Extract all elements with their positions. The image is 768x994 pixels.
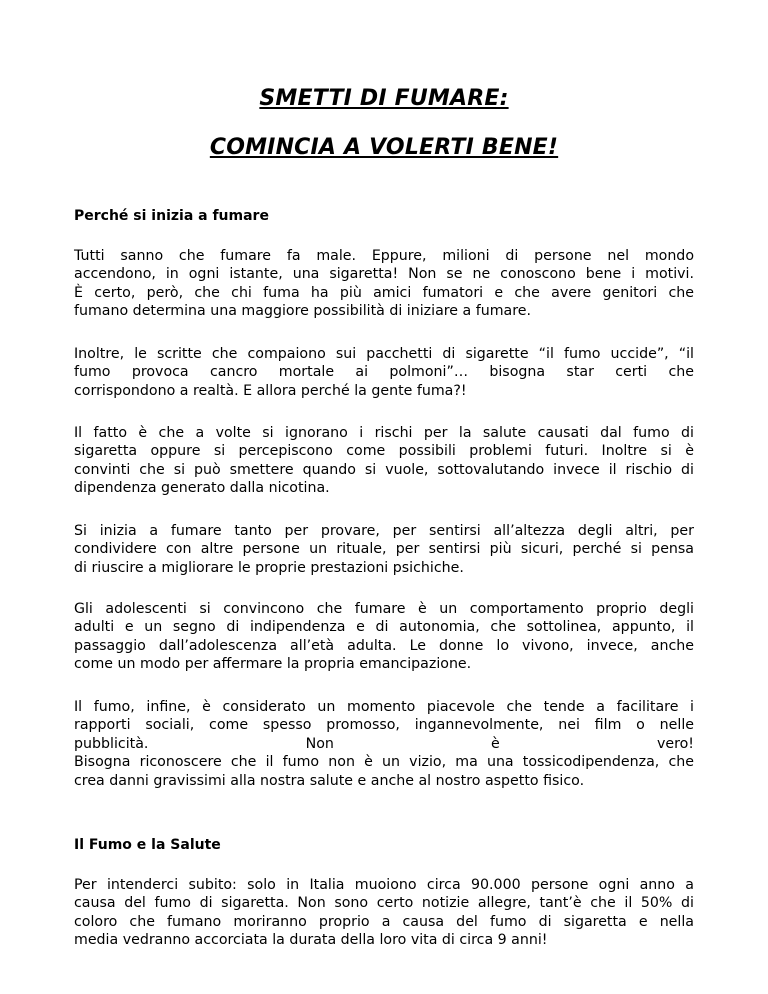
paragraph-line-spread [74, 735, 694, 753]
paragraph-line: fumano determina una maggiore possibilità di iniziare a fumare. [74, 303, 531, 320]
paragraph-line: fumo provoca cancro mortale ai polmoni”… bisogna star certi che [74, 364, 694, 381]
paragraph-line: come un modo per affermare la propria emancipazione. [74, 656, 472, 673]
word: Non [305, 735, 334, 752]
paragraph-line: È certo, però, che chi fuma ha più amici fumatori e che avere genitori che [74, 284, 694, 301]
paragraph-line: convinti che si può smettere quando si vuole, sottovalutando invece il rischio di [74, 461, 694, 478]
paragraph-line: coloro che fumano moriranno proprio a causa del fumo di sigaretta e nella [74, 913, 694, 930]
word: vero! [656, 735, 694, 752]
paragraph-line: dipendenza generato dalla nicotina. [74, 480, 330, 497]
paragraph-line: adulti e un segno di indipendenza e di autonomia, che sottolinea, appunto, il [74, 619, 694, 636]
paragraph-line: rapporti sociali, come spesso promosso, ingannevolmente, nei film o nelle [74, 717, 694, 734]
paragraph-line: Gli adolescenti si convincono che fumare è un comportamento proprio degli [74, 601, 694, 617]
paragraph-4 [74, 522, 694, 577]
title-line-2: COMINCIA A VOLERTI BENE! [209, 135, 559, 160]
paragraph-line: Il fatto è che a volte si ignorano i rischi per la salute causati dal fumo di [74, 425, 694, 441]
paragraph-line: accendono, in ogni istante, una sigaretta! Non se ne conoscono bene i motivi. [74, 266, 694, 283]
paragraph-line: condividere con altre persone un rituale, per sentirsi più sicuri, perché si pensa [74, 541, 694, 558]
paragraph-line: causa del fumo di sigaretta. Non sono certo notizie allegre, tant’è che il 50% di [74, 895, 694, 912]
paragraph-6 [74, 698, 694, 790]
section-heading-why-start: Perché si inizia a fumare [74, 208, 269, 224]
paragraph-5 [74, 600, 694, 674]
paragraph-3 [74, 424, 694, 498]
paragraph-line: media vedranno accorciata la durata della loro vita di circa 9 anni! [74, 932, 548, 949]
paragraph-line: Inoltre, le scritte che compaiono sui pacchetti di sigarette “il fumo uccide”, “il [74, 346, 694, 362]
paragraph-line: Per intenderci subito: solo in Italia muoiono circa 90.000 persone ogni anno a [74, 877, 694, 893]
word: è [491, 735, 500, 752]
paragraph-line: Si inizia a fumare tanto per provare, per sentirsi all’altezza degli altri, per [74, 523, 694, 539]
paragraph-2 [74, 345, 694, 400]
title-line-1: SMETTI DI FUMARE: [259, 86, 509, 111]
section-heading-smoke-health: Il Fumo e la Salute [74, 837, 221, 853]
paragraph-line: passaggio dall’adolescenza all’età adulta. Le donne lo vivono, invece, anche [74, 637, 694, 654]
paragraph-line: di riuscire a migliorare le proprie prestazioni psichiche. [74, 559, 464, 576]
paragraph-line: Tutti sanno che fumare fa male. Eppure, milioni di persone nel mondo [74, 248, 694, 264]
word: pubblicità. [74, 735, 149, 752]
paragraph-line: sigaretta oppure si percepiscono come possibili problemi futuri. Inoltre si è [74, 443, 694, 460]
paragraph-1 [74, 247, 694, 321]
paragraph-line: Bisogna riconoscere che il fumo non è un vizio, ma una tossicodipendenza, che [74, 754, 694, 771]
paragraph-7 [74, 876, 694, 950]
paragraph-line: crea danni gravissimi alla nostra salute e anche al nostro aspetto fisico. [74, 772, 585, 789]
paragraph-line: Il fumo, infine, è considerato un momento piacevole che tende a facilitare i [74, 699, 694, 715]
paragraph-line: corrispondono a realtà. E allora perché la gente fuma?! [74, 382, 467, 399]
